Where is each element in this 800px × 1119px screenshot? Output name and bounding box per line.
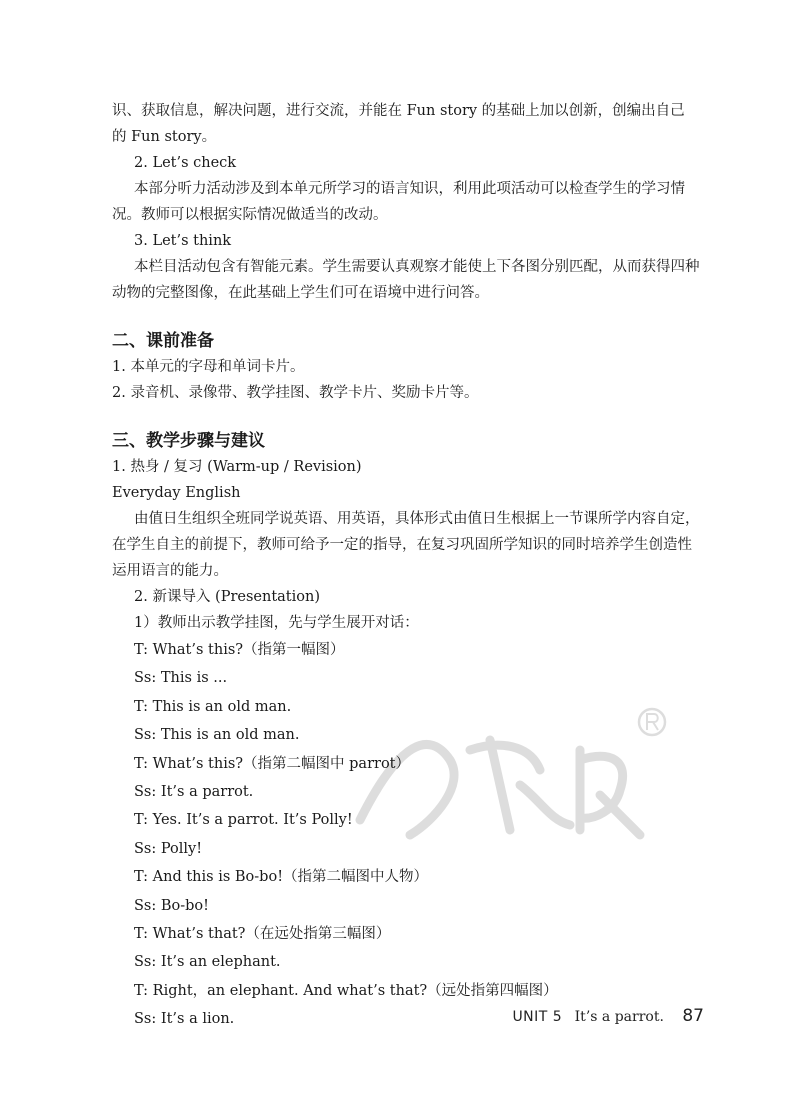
dialogue-line: Ss: Bo-bo! [134, 897, 209, 914]
section2-item-1: 1. 本单元的字母和单词卡片。 [112, 359, 305, 375]
dialogue-line: T: Right，an elephant. And what’s that?（远处指第四幅图） [134, 982, 558, 999]
dialogue-line: Ss: Polly! [134, 840, 203, 857]
presentation-step-1: 1）教师出示教学挂图，先与学生展开对话： [134, 615, 419, 631]
dialogue-line: T: Yes. It’s a parrot. It’s Polly! [134, 812, 353, 829]
lets-think-title: 3. Let’s think [134, 233, 232, 249]
dialogue-line: T: This is an old man. [134, 698, 292, 715]
lets-check-title: 2. Let’s check [134, 155, 237, 171]
dialogue-line: Ss: This is ... [134, 670, 228, 687]
dialogue-line: T: What’s that?（在远处指第三幅图） [134, 926, 391, 943]
lets-check-text: 本部分听力活动涉及到本单元所学习的语言知识，利用此项活动可以检查学生的学习情况。教师可以根据实际情况做适当的改动。 [112, 181, 685, 223]
page-content [112, 98, 702, 1034]
footer-title: It’s a parrot. [574, 1009, 664, 1025]
dialogue-line: Ss: This is an old man. [134, 727, 300, 744]
presentation-title: 2. 新课导入 (Presentation) [134, 589, 321, 605]
lets-think-text: 本栏目活动包含有智能元素。学生需要认真观察才能使上下各图分别匹配，从而获得四种动物的完整图像，在此基础上学生们可在语境中进行问答。 [112, 259, 700, 301]
page-number: 87 [682, 1006, 704, 1026]
dialogue-line: T: What’s this?（指第二幅图中 parrot） [134, 755, 410, 772]
everyday-english: Everyday English [112, 485, 241, 501]
dialogue-line: Ss: It’s a lion. [134, 1011, 235, 1028]
warmup-text: 由值日生组织全班同学说英语、用英语，具体形式由值日生根据上一节课所学内容自定，在学生自主的前提下，教师可给予一定的指导，在复习巩固所学知识的同时培养学生创造性运用语言的能力。 [112, 511, 700, 579]
section2-heading: 二、课前准备 [112, 331, 214, 351]
section3-heading: 三、教学步骤与建议 [112, 431, 265, 451]
warmup-title: 1. 热身 / 复习 (Warm-up / Revision) [112, 459, 362, 475]
intro-line-2: 的 Fun story。 [112, 129, 217, 145]
footer-unit: UNIT 5 [512, 1009, 563, 1025]
dialogue-line: Ss: It’s an elephant. [134, 954, 281, 971]
page-footer [512, 1006, 704, 1026]
section2-item-2: 2. 录音机、录像带、教学挂图、教学卡片、奖励卡片等。 [112, 385, 479, 401]
dialogue-line: T: And this is Bo-bo!（指第二幅图中人物） [134, 869, 429, 886]
dialogue-line: Ss: It’s a parrot. [134, 784, 254, 801]
dialogue [112, 636, 702, 1034]
intro-line-1: 识、获取信息，解决问题，进行交流，并能在 Fun story 的基础上加以创新，创编出自己 [112, 103, 685, 119]
dialogue-line: T: What’s this?（指第一幅图） [134, 642, 345, 658]
